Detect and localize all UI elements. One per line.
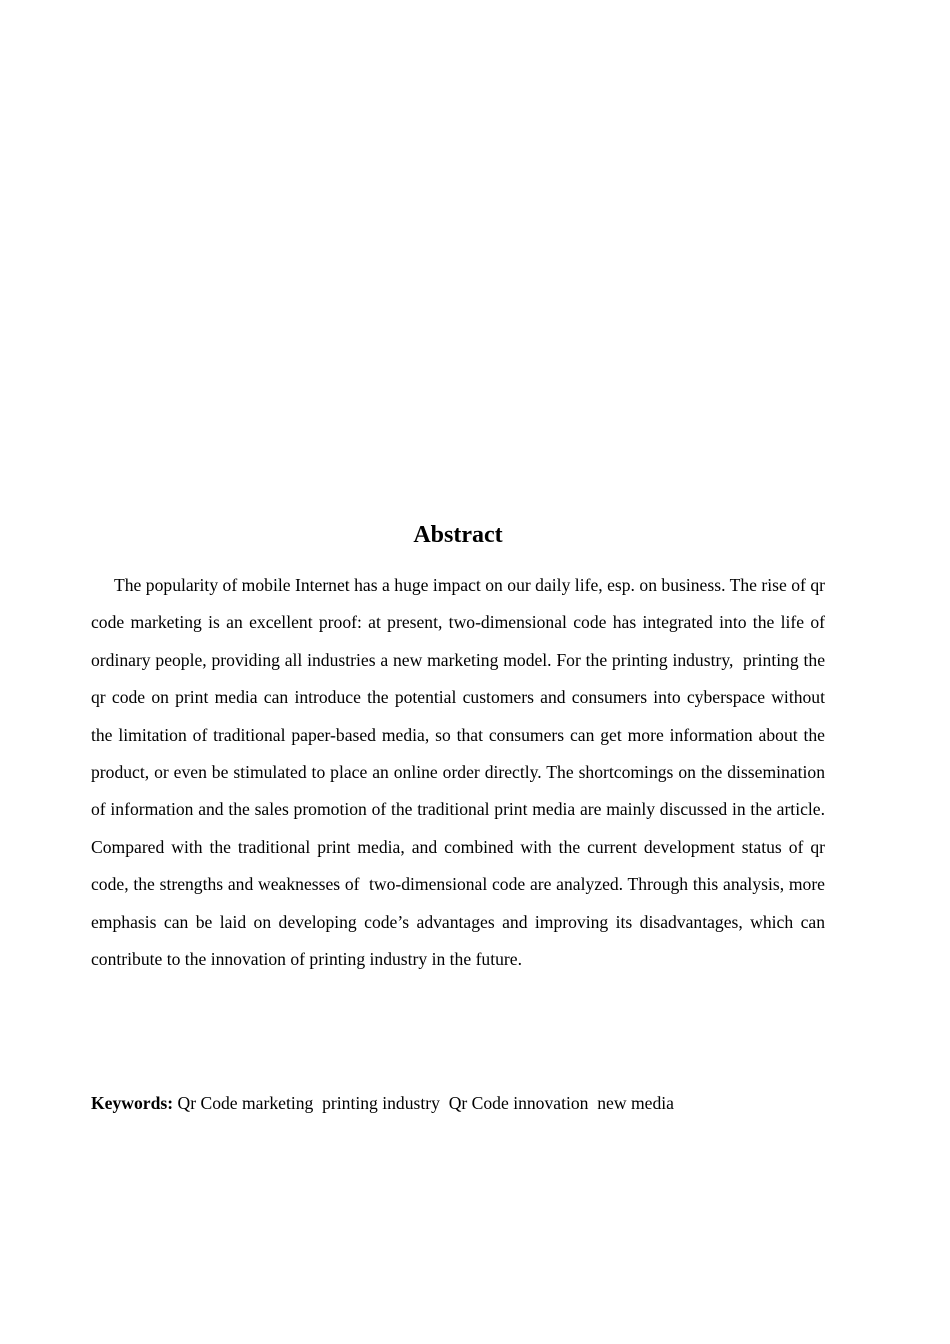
keywords-label: Keywords:	[91, 1093, 174, 1113]
keywords-text: Qr Code marketing printing industry Qr Code innovation new media	[173, 1093, 674, 1113]
abstract-heading: Abstract	[413, 522, 503, 548]
keywords-line	[91, 1085, 851, 1122]
abstract-paragraph: The popularity of mobile Internet has a huge impact on our daily life, esp. on business. The rise of qr code marketing is an excellent proof: at present, two-dimensional code has integrated into the life of ordinary people, providing all industries a new marketing model. For the printing industry, printing the qr code on print media can introduce the potential customers and consumers into cyberspace without the limitation of traditional paper-based media, so that consumers can get more information about the product, or even be stimulated to place an online order directly. The shortcomings on the dissemination of information and the sales promotion of the traditional print media are mainly discussed in the article. Compared with the traditional print media, and combined with the current development status of qr code, the strengths and weaknesses of two-dimensional code are analyzed. Through this analysis, more emphasis can be laid on developing code’s advantages and improving its disadvantages, which can contribute to the innovation of printing industry in the future.	[91, 575, 830, 970]
